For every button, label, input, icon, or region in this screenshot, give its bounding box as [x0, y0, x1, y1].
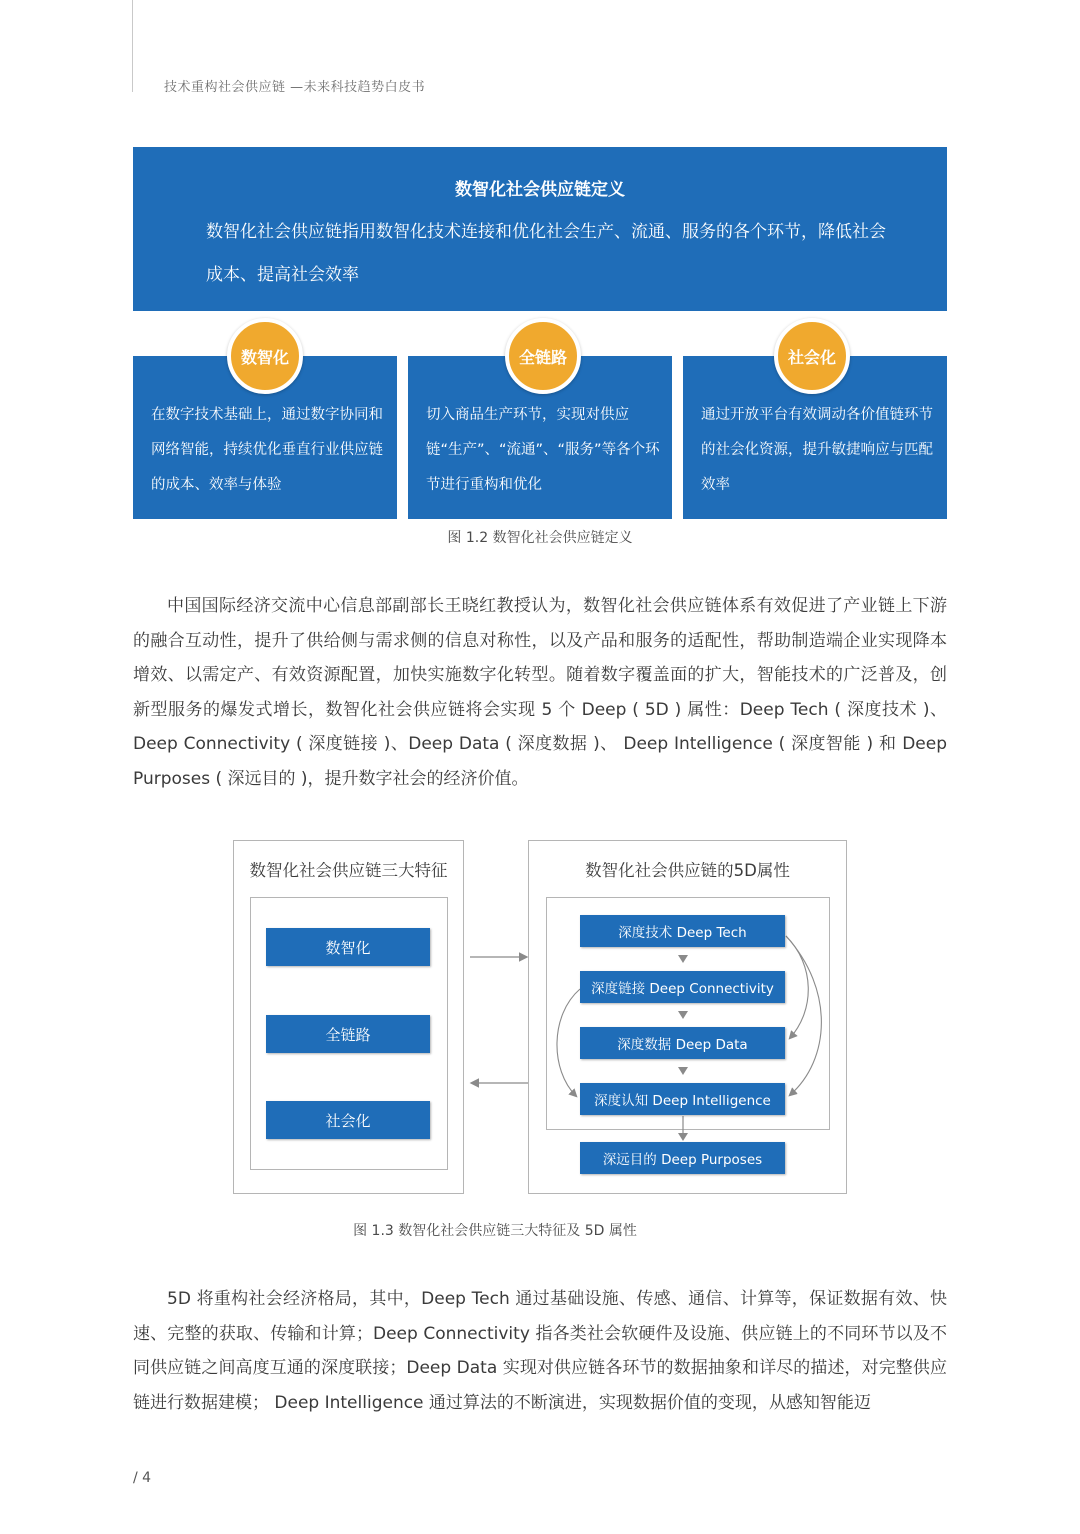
figure-1-2-caption: 图 1.2 数智化社会供应链定义: [447, 530, 633, 546]
down-arrow-1: [678, 955, 688, 963]
paragraph-text: 5D 将重构社会经济格局，其中，Deep Tech 通过基础设施、传感、通信、计算等，保证数据有效、快速、完整的获取、传输和计算；Deep Connectivity 指各类社会软硬件及设施、供应链上的不同环节以及不同供应链之间高度互通的深度联接；Deep Data 实现对供应链各环节的数据抽象和详尽的描述，对完整供应链进行数据建模； Deep Intelligence 通过算法的不断演进，实现数据价值的变现，从感知智能迈: [133, 1289, 947, 1413]
down-arrow-2: [678, 1011, 688, 1019]
down-arrow-4: [678, 1133, 688, 1141]
5d-item-deep-tech: 深度技术 Deep Tech: [580, 915, 785, 947]
feature-card-text: 切入商品生产环节，实现对供应链“生产”、“流通”、“服务”等各个环节进行重构和优化: [426, 407, 660, 493]
5d-item-deep-connectivity: 深度链接 Deep Connectivity: [580, 971, 785, 1003]
figure-1-3-caption: 图 1.3 数智化社会供应链三大特征及 5D 属性: [353, 1223, 637, 1239]
curve-connectivity-to-intelligence: [557, 989, 580, 1096]
5d-panel-title: 数智化社会供应链的5D属性: [585, 861, 790, 880]
badge-digital: 数智化: [227, 318, 303, 394]
body-paragraph-2: [133, 1282, 947, 1420]
5d-item-deep-data: 深度数据 Deep Data: [580, 1027, 785, 1059]
curve-tech-to-data: [786, 936, 808, 1038]
running-title: 技术重构社会供应链 —未来科技趋势白皮书: [164, 80, 426, 95]
feature-card-text: 通过开放平台有效调动各价值链环节的社会化资源，提升敏捷响应与匹配效率: [701, 407, 933, 493]
5d-item-deep-intelligence: 深度认知 Deep Intelligence: [580, 1083, 785, 1115]
page-number: / 4: [133, 1470, 152, 1486]
badge-full-chain: 全链路: [505, 318, 581, 394]
feature-item-digital: 数智化: [266, 928, 430, 966]
definition-title: 数智化社会供应链定义: [455, 180, 625, 200]
feature-item-full-chain: 全链路: [266, 1015, 430, 1053]
down-arrow-3: [678, 1067, 688, 1075]
definition-text: 数智化社会供应链指用数智化技术连接和优化社会生产、流通、服务的各个环节，降低社会成本、提高社会效率: [206, 222, 886, 285]
badge-social: 社会化: [774, 318, 850, 394]
features-panel-title: 数智化社会供应链三大特征: [249, 861, 448, 880]
5d-item-deep-purposes: 深远目的 Deep Purposes: [580, 1142, 785, 1174]
feature-item-social: 社会化: [266, 1101, 430, 1139]
paragraph-text: 中国国际经济交流中心信息部副部长王晓红教授认为，数智化社会供应链体系有效促进了产业链上下游的融合互动性，提升了供给侧与需求侧的信息对称性，以及产品和服务的适配性，帮助制造端企业实现降本增效、以需定产、有效资源配置，加快实施数字化转型。随着数字覆盖面的扩大，智能技术的广泛普及，创新型服务的爆发式增长，数智化社会供应链将会实现 5 个 Deep ( 5D ) 属性：Deep Tech ( 深度技术 )、Deep Connectivity ( 深度链接 )、Deep Data ( 深度数据 )、 Deep Intelligence ( 深度智能 ) 和 Deep Purposes ( 深远目的 )，提升数字社会的经济价值。: [133, 596, 947, 789]
feature-card-text: 在数字技术基础上，通过数字协同和网络智能，持续优化垂直行业供应链的成本、效率与体验: [151, 407, 383, 493]
